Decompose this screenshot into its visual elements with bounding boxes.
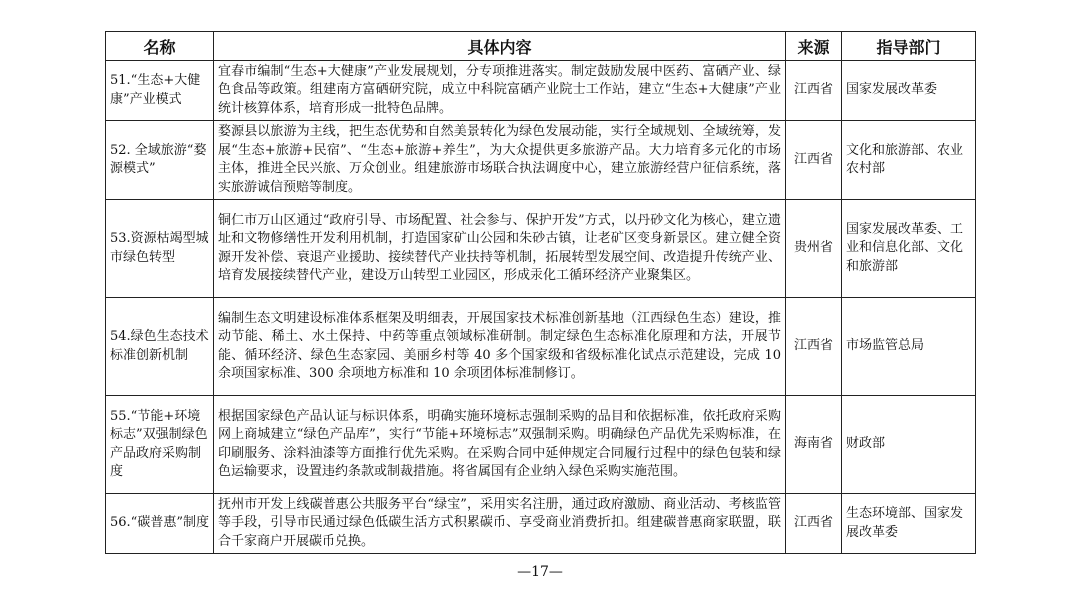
row-source: 江西省 [786,494,842,554]
row-source: 海南省 [786,396,842,494]
row-source: 江西省 [786,61,842,121]
row-name: 54.绿色生态技术标准创新机制 [106,298,214,396]
policy-table [105,31,976,554]
row-content: 宜春市编制“生态+大健康”产业发展规划，分专项推进落实。制定鼓励发展中医药、富硒产业、绿色食品等政策。组建南方富硒研究院，成立中科院富硒产业院士工作站，建立“生态+大健康”产业统计核算体系，培育形成一批特色品牌。 [214,61,786,121]
header-dept: 指导部门 [842,32,976,61]
row-content: 婺源县以旅游为主线，把生态优势和自然美景转化为绿色发展动能，实行全域规划、全域统筹，发展“生态+旅游+民宿”、“生态+旅游+养生”，为大众提供更多旅游产品。大力培育多元化的市场主体，推进全民兴旅、万众创业。组建旅游市场联合执法调度中心，建立旅游经营户征信系统，落实旅游诚信预赔等制度。 [214,121,786,200]
row-name: 55.“节能+环境标志”双强制绿色产品政府采购制度 [106,396,214,494]
header-content: 具体内容 [214,32,786,61]
row-name: 53.资源枯竭型城市绿色转型 [106,200,214,298]
table-row [106,298,976,396]
row-dept: 国家发展改革委、工业和信息化部、文化和旅游部 [842,200,976,298]
table-row [106,396,976,494]
table-row [106,200,976,298]
row-name: 51.“生态+大健康”产业模式 [106,61,214,121]
row-source: 贵州省 [786,200,842,298]
page-number: —17— [517,564,563,580]
table-row [106,61,976,121]
row-dept: 市场监管总局 [842,298,976,396]
row-dept: 生态环境部、国家发展改革委 [842,494,976,554]
header-name: 名称 [106,32,214,61]
row-content: 根据国家绿色产品认证与标识体系，明确实施环境标志强制采购的品目和依据标准，依托政府采购网上商城建立“绿色产品库”，实行“节能+环境标志”双强制采购。明确绿色产品优先采购标准，在印刷服务、涂料油漆等方面推行优先采购。在采购合同中延伸规定合同履行过程中的绿色包装和绿色运输要求，设置违约条款或制裁措施。将省属国有企业纳入绿色采购实施范围。 [214,396,786,494]
row-dept: 财政部 [842,396,976,494]
row-source: 江西省 [786,298,842,396]
table-row [106,494,976,554]
row-source: 江西省 [786,121,842,200]
row-content: 编制生态文明建设标准体系框架及明细表，开展国家技术标准创新基地（江西绿色生态）建设，推动节能、稀土、水土保持、中药等重点领域标准研制。制定绿色生态标准化原理和方法，开展节能、循环经济、绿色生态家园、美丽乡村等 40 多个国家级和省级标准化试点示范建设，完成 10 余项国家标准、300 余项地方标准和 10 余项团体标准制修订。 [214,298,786,396]
row-name: 56.“碳普惠”制度 [106,494,214,554]
table-row [106,121,976,200]
table-header-row [106,32,976,61]
row-name: 52. 全域旅游“婺源模式” [106,121,214,200]
row-content: 铜仁市万山区通过“政府引导、市场配置、社会参与、保护开发”方式，以丹砂文化为核心，建立遗址和文物修缮性开发利用机制，打造国家矿山公园和朱砂古镇，让老矿区变身新景区。建立健全资源开发补偿、衰退产业援助、接续替代产业扶持等机制，拓展转型发展空间、改造提升传统产业、培育发展接续替代产业，建设万山转型工业园区，形成汞化工循环经济产业聚集区。 [214,200,786,298]
row-content: 抚州市开发上线碳普惠公共服务平台“绿宝”，采用实名注册，通过政府激励、商业活动、考核监管等手段，引导市民通过绿色低碳生活方式积累碳币、享受商业消费折扣。组建碳普惠商家联盟，联合千家商户开展碳币兑换。 [214,494,786,554]
row-dept: 国家发展改革委 [842,61,976,121]
header-source: 来源 [786,32,842,61]
row-dept: 文化和旅游部、农业农村部 [842,121,976,200]
